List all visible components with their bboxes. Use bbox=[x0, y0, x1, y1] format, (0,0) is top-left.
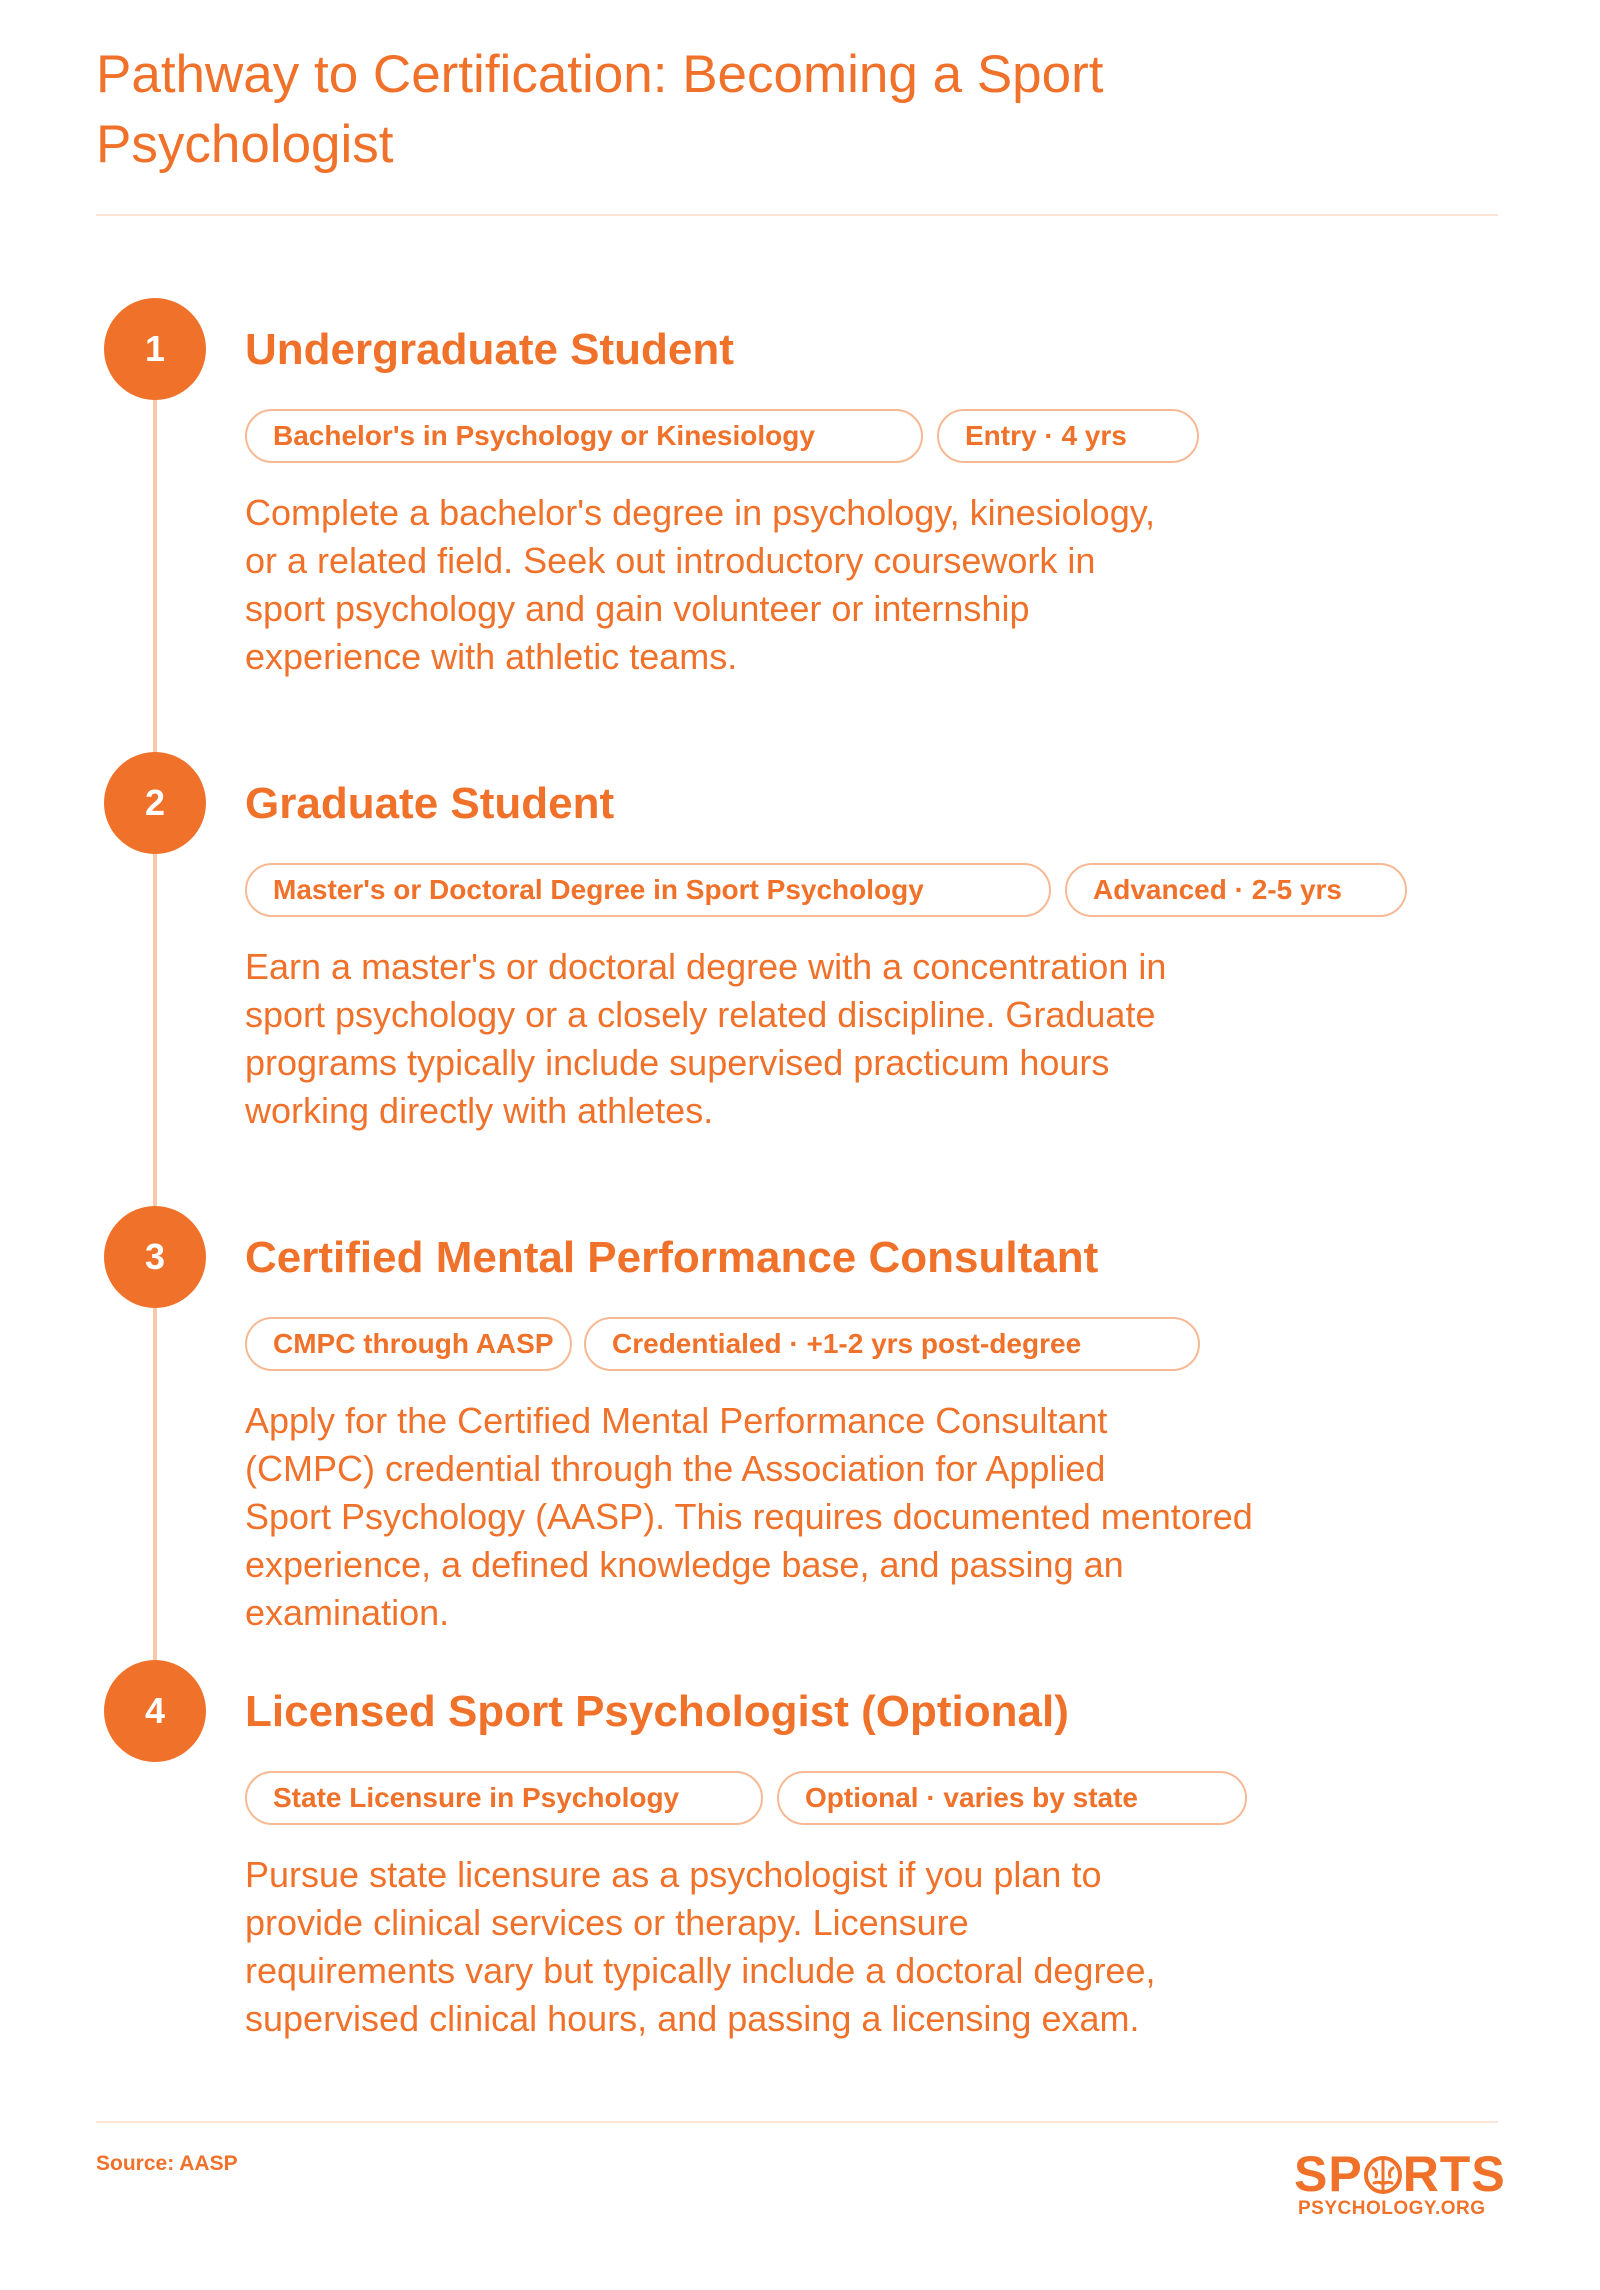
duration-tag: Advanced · 2-5 yrs bbox=[1065, 863, 1407, 917]
page-title: Pathway to Certification: Becoming a Sport Psychologist bbox=[96, 45, 1104, 174]
brain-icon bbox=[1363, 2155, 1403, 2195]
logo-subtext: PSYCHOLOGY.ORG bbox=[1298, 2198, 1486, 2219]
duration-tag: Optional · varies by state bbox=[777, 1771, 1247, 1825]
sports-psychology-logo bbox=[1294, 2146, 1506, 2219]
step-number-badge: 4 bbox=[104, 1660, 206, 1762]
header-divider bbox=[96, 214, 1498, 216]
step-number-badge: 3 bbox=[104, 1206, 206, 1308]
source-note: Source: AASP bbox=[96, 2152, 238, 2175]
step-description: Pursue state licensure as a psychologist if you plan to provide clinical services or therapy. Licensure requirements vary but typically include a doctoral degree, supervised clinical hours, and passing a licensing exam. bbox=[245, 1854, 1156, 2039]
footer-divider bbox=[96, 2121, 1498, 2123]
step-title: Undergraduate Student bbox=[245, 325, 734, 374]
degree-tag: Bachelor's in Psychology or Kinesiology bbox=[245, 409, 923, 463]
step-number-badge: 2 bbox=[104, 752, 206, 854]
duration-tag: Entry · 4 yrs bbox=[937, 409, 1199, 463]
licensure-tag: State Licensure in Psychology bbox=[245, 1771, 763, 1825]
step-title: Graduate Student bbox=[245, 779, 615, 828]
timeline-line bbox=[153, 350, 157, 1710]
step-number-badge: 1 bbox=[104, 298, 206, 400]
step-description: Earn a master's or doctoral degree with a concentration in sport psychology or a closely related discipline. Graduate programs typically include supervised practicum hours working directly with athletes. bbox=[245, 946, 1167, 1131]
step-title: Certified Mental Performance Consultant bbox=[245, 1233, 1099, 1282]
degree-tag: Master's or Doctoral Degree in Sport Psychology bbox=[245, 863, 1051, 917]
duration-tag: Credentialed · +1-2 yrs post-degree bbox=[584, 1317, 1200, 1371]
step-description: Complete a bachelor's degree in psychology, kinesiology, or a related field. Seek out introductory coursework in sport psychology and gain volunteer or internship experience with athletic teams. bbox=[245, 492, 1156, 677]
step-title: Licensed Sport Psychologist (Optional) bbox=[245, 1687, 1069, 1736]
logo-wordmark: SP RTS bbox=[1294, 2146, 1506, 2202]
certification-tag: CMPC through AASP bbox=[245, 1317, 572, 1371]
step-description: Apply for the Certified Mental Performance Consultant (CMPC) credential through the Association for Applied Sport Psychology (AASP). This requires documented mentored experience, a defined knowledge base, and passing an examination. bbox=[245, 1400, 1253, 1633]
